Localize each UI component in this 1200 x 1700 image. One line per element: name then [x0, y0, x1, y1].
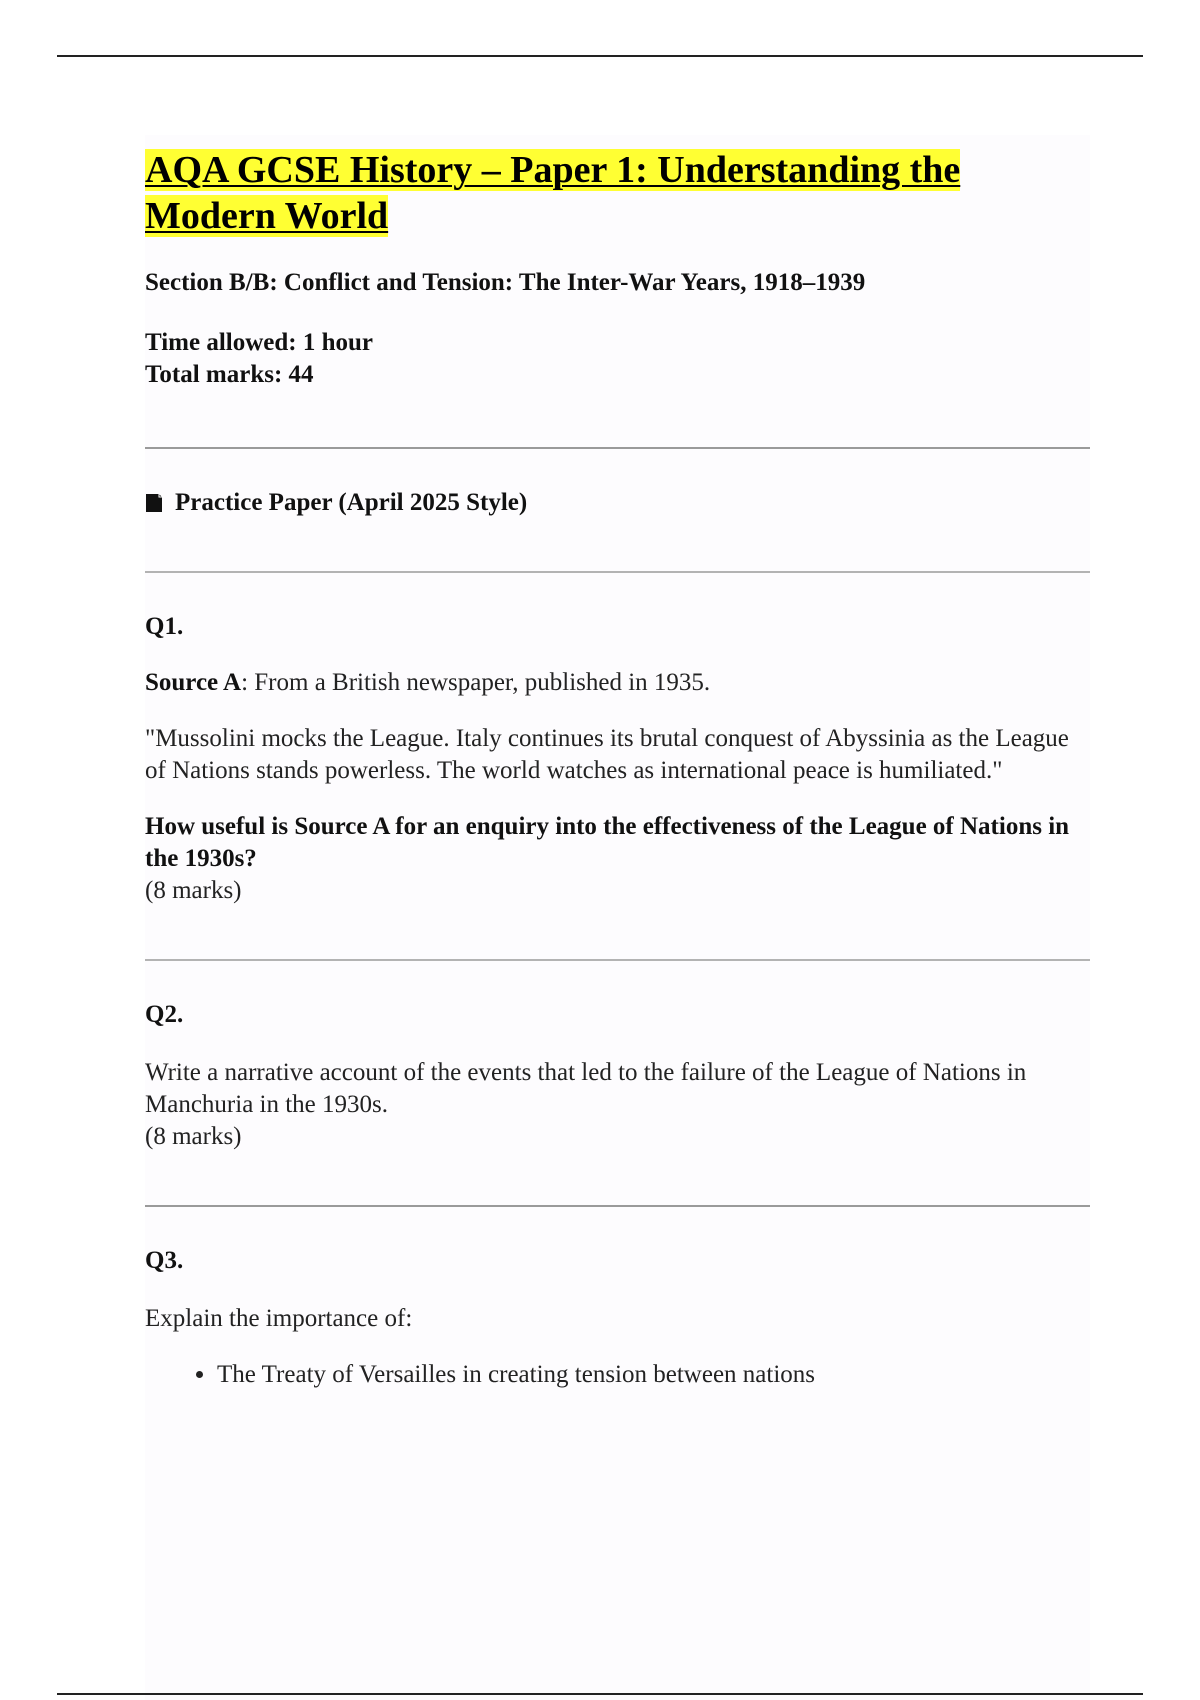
page-top-rule [57, 55, 1143, 57]
document-body [145, 135, 1090, 1700]
list-item: • The Treaty of Versailles in creating tension between nations [217, 1359, 1090, 1391]
q1-marks: (8 marks) [145, 877, 242, 904]
q1-question: How useful is Source A for an enquiry into the effectiveness of the League of Nations in the 1930s? [145, 813, 1070, 872]
section-heading: Section B/B: Conflict and Tension: The Inter-War Years, 1918–1939 [145, 269, 866, 296]
divider [145, 1205, 1090, 1207]
total-marks: Total marks: 44 [145, 361, 314, 388]
time-allowed: Time allowed: 1 hour [145, 329, 374, 356]
q1-quote: "Mussolini mocks the League. Italy continues its brutal conquest of Abyssinia as the League of Nations stands powerless. The world watches as international peace is humiliated." [145, 725, 1069, 784]
q3-bullet-list [145, 1359, 1090, 1391]
q2-text: Write a narrative account of the events that led to the failure of the League of Nations in Manchuria in the 1930s. [145, 1059, 1027, 1118]
q3-label: Q3. [145, 1247, 184, 1274]
practice-paper-label: Practice Paper (April 2025 Style) [175, 489, 528, 516]
q2-marks: (8 marks) [145, 1123, 242, 1150]
q2-label: Q2. [145, 1001, 184, 1028]
q1-label: Q1. [145, 613, 184, 640]
divider [145, 959, 1090, 961]
exam-info [145, 327, 1090, 391]
q1-source-desc: : From a British newspaper, published in 1935. [241, 669, 711, 696]
page-title: AQA GCSE History – Paper 1: Understanding the Modern World [145, 149, 961, 237]
divider [145, 447, 1090, 449]
q1-source [145, 667, 1090, 699]
book-icon [145, 493, 163, 513]
q3-intro: Explain the importance of: [145, 1305, 413, 1332]
q1-source-label: Source A [145, 669, 242, 696]
page-bottom-rule [57, 1693, 1143, 1695]
divider [145, 571, 1090, 573]
practice-paper-heading [145, 487, 1090, 519]
